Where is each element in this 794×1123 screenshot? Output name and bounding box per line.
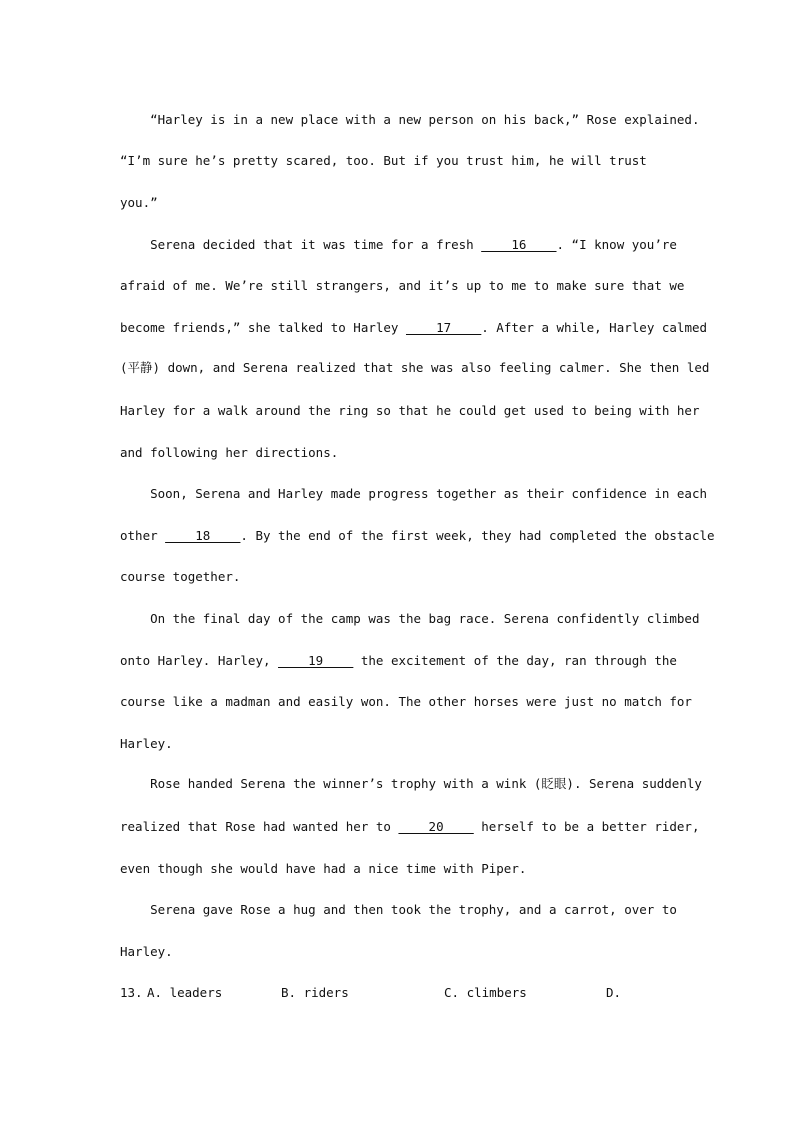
text-line [120,819,700,835]
question-number: 13. [120,985,143,1000]
text-segment: . After a while, Harley calmed [481,320,708,335]
blank-16: ____16____ [481,237,557,252]
text-line: even though she would have had a nice time with Piper. [120,861,527,876]
text-segment: the excitement of the day, ran through the [353,653,677,668]
text-line [120,237,677,253]
blank-17: ____17____ [405,320,482,335]
text-line: On the final day of the camp was the bag race. Serena confidently climbed [120,611,700,626]
text-segment: Serena decided that it was time for a fresh [120,237,482,252]
text-line: “I’m sure he’s pretty scared, too. But if you trust him, he will trust [120,153,647,168]
text-line [120,528,715,544]
text-line: Rose handed Serena the winner’s trophy with a wink (眨眼). Serena suddenly [120,776,702,791]
option-b: B. riders [281,985,349,1000]
text-line: afraid of me. We’re still strangers, and it’s up to me to make sure that we [120,278,685,293]
text-line: Harley for a walk around the ring so that he could get used to being with her [120,403,700,418]
option-a: A. leaders [147,985,223,1000]
text-segment: become friends,” she talked to Harley [120,320,406,335]
text-segment: realized that Rose had wanted her to [120,819,399,834]
option-c: C. climbers [444,985,527,1000]
option-d: D. [606,985,622,1000]
text-line: (平静) down, and Serena realized that she was also feeling calmer. She then led [120,360,710,375]
text-line [120,320,707,336]
text-line: Serena gave Rose a hug and then took the trophy, and a carrot, over to [120,902,677,917]
text-line: Soon, Serena and Harley made progress together as their confidence in each [120,486,707,501]
blank-20: ____20____ [398,819,474,834]
blank-18: ____18____ [165,528,241,543]
text-segment: . “I know you’re [556,237,677,252]
text-line: Harley. [120,736,173,751]
text-segment: herself to be a better rider, [473,819,700,834]
text-segment: . By the end of the first week, they had completed the obstacle [240,528,715,543]
text-segment: onto Harley. Harley, [120,653,279,668]
text-line: course together. [120,569,241,584]
blank-19: ____19____ [278,653,354,668]
text-line: Harley. [120,944,173,959]
text-line: and following her directions. [120,445,339,460]
text-line: “Harley is in a new place with a new person on his back,” Rose explained. [120,112,700,127]
text-line: course like a madman and easily won. The other horses were just no match for [120,694,692,709]
text-line: you.” [120,195,158,210]
text-line [120,653,677,669]
text-segment: other [120,528,166,543]
